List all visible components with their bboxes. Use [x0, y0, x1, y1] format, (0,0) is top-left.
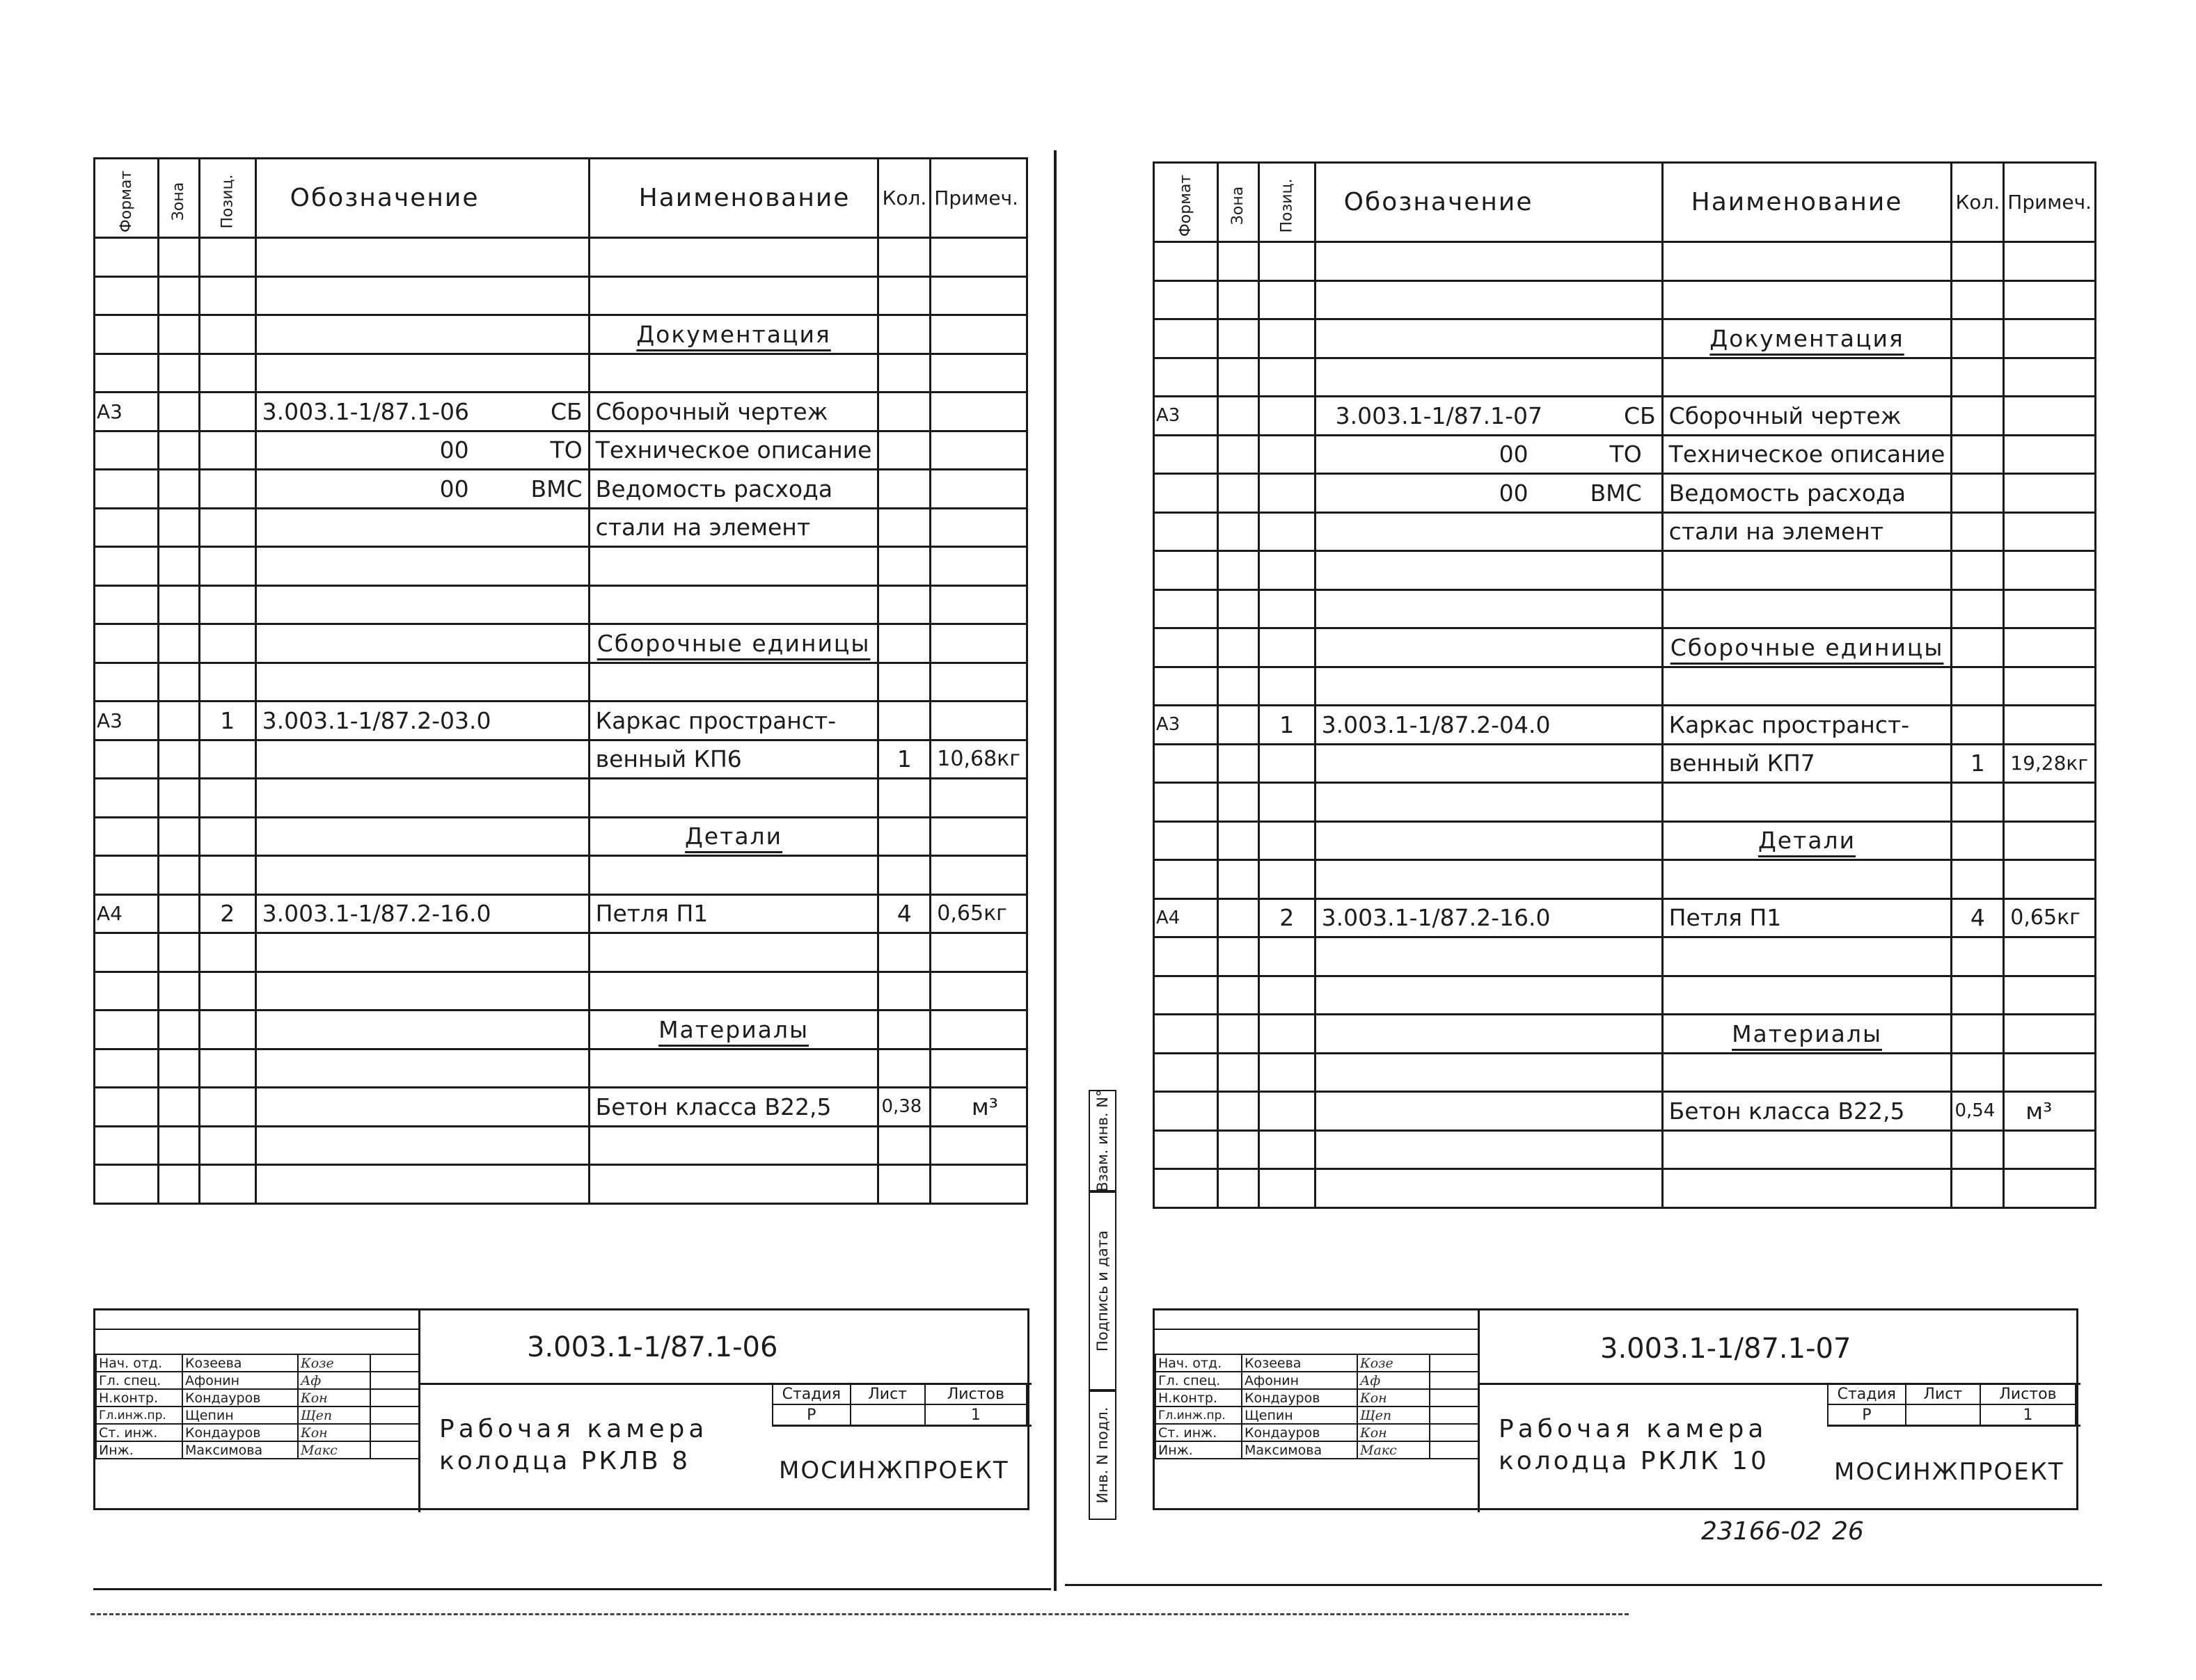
cell-name: венный КП7 — [1662, 744, 1952, 783]
table-row — [1154, 512, 2096, 551]
table-row — [1154, 358, 2096, 397]
table-row — [1154, 667, 2096, 706]
organization-name: МОСИНЖПРОЕКТ — [779, 1457, 1009, 1484]
signature-row: Нач. отд. Козеева Козе — [96, 1354, 419, 1372]
left-title-block — [93, 1308, 1029, 1510]
table-row — [95, 779, 1027, 818]
sheet-header: Лист — [1906, 1384, 1980, 1404]
cell-note: 19,28кг — [2004, 744, 2096, 783]
stamp-document-code: 3.003.1-1/87.1-06 — [527, 1331, 778, 1363]
cell-name: Бетон класса В22,5 — [1662, 1092, 1952, 1131]
table-row — [95, 702, 1027, 740]
table-row — [95, 547, 1027, 586]
cell-designation: 3.003.1-1/87.2-16.0 — [1315, 898, 1662, 937]
cell-format: А3 — [95, 702, 159, 740]
cell-format: А3 — [1154, 706, 1218, 745]
section-details: Детали — [589, 817, 878, 856]
stamp-title-line2: колодца РКЛК 10 — [1499, 1447, 1769, 1475]
table-row — [1154, 551, 2096, 590]
header-zone: Зона — [159, 159, 199, 238]
table-row — [1154, 706, 2096, 745]
table-row — [95, 624, 1027, 663]
cell-designation: 00 ТО — [1315, 435, 1662, 474]
cell-name: Ведомость расхода — [1662, 474, 1952, 513]
table-row — [1154, 783, 2096, 822]
table-row — [95, 1088, 1027, 1127]
table-row — [95, 315, 1027, 354]
table-row — [95, 1049, 1027, 1088]
stage-value: Р — [773, 1404, 851, 1425]
signature-row: Н.контр. Кондауров Кон — [1155, 1389, 1478, 1406]
table-row — [95, 1165, 1027, 1204]
cell-name: Петля П1 — [589, 894, 878, 933]
header-note: Примеч. — [2004, 163, 2096, 242]
cell-format: А3 — [95, 393, 159, 431]
table-row — [95, 933, 1027, 972]
signature-mark: Аф — [298, 1372, 370, 1389]
signature-table — [95, 1354, 420, 1459]
table-row — [1154, 937, 2096, 976]
table-row — [95, 470, 1027, 509]
table-row — [95, 817, 1027, 856]
table-row — [95, 1011, 1027, 1049]
cell-name: Каркас пространст- — [589, 702, 878, 740]
cell-designation: 00 ТО — [255, 431, 589, 470]
cell-designation: 3.003.1-1/87.2-03.0 — [255, 702, 589, 740]
cell-designation: 3.003.1-1/87.2-16.0 — [255, 894, 589, 933]
table-row — [1154, 976, 2096, 1015]
cell-qty: 0,54 — [1952, 1092, 2004, 1131]
signature-mark: Кон — [1357, 1389, 1430, 1406]
cell-designation: 3.003.1-1/87.1-06 СБ — [255, 393, 589, 431]
bottom-rule-right — [1065, 1584, 2102, 1586]
table-row — [95, 354, 1027, 393]
side-label-replacement: Взам. инв. N° — [1089, 1090, 1116, 1191]
table-row — [1154, 898, 2096, 937]
table-row — [1154, 1169, 2096, 1208]
stamp-title-line1: Рабочая камера — [439, 1415, 709, 1443]
cell-name: Петля П1 — [1662, 898, 1952, 937]
cell-qty: 0,38 — [878, 1088, 931, 1127]
right-spec-table — [1153, 161, 2096, 1209]
cell-designation: 00 ВМС — [1315, 474, 1662, 513]
stamp-title-line1: Рабочая камера — [1499, 1415, 1768, 1443]
signature-row: Нач. отд. Козеева Козе — [1155, 1354, 1478, 1372]
signature-mark: Аф — [1357, 1372, 1430, 1389]
cell-name: Каркас пространст- — [1662, 706, 1952, 745]
signature-mark: Макс — [1357, 1441, 1430, 1459]
page-number: 26 — [1832, 1517, 1864, 1546]
sheets-header: Листов — [925, 1384, 1027, 1404]
signature-row: Гл. спец. Афонин Аф — [1155, 1372, 1478, 1389]
table-row — [95, 585, 1027, 624]
cell-name: Сборочный чертеж — [589, 393, 878, 431]
cell-note: 0,65кг — [2004, 898, 2096, 937]
sheets-value: 1 — [925, 1404, 1027, 1425]
header-qty: Кол. — [878, 159, 931, 238]
sheet-divider — [1054, 150, 1057, 1591]
side-label-inventory: Инв. N подл. — [1089, 1390, 1116, 1520]
cell-designation: 00 ВМС — [255, 470, 589, 509]
signature-row: Инж. Максимова Макс — [96, 1441, 419, 1459]
header-designation: Обозначение — [255, 159, 589, 238]
archive-number: 23166-02 — [1701, 1517, 1822, 1546]
signature-table — [1155, 1354, 1479, 1459]
section-assembly-units: Сборочные единицы — [589, 624, 878, 663]
cell-name: Бетон класса В22,5 — [589, 1088, 878, 1127]
signature-mark: Козе — [298, 1354, 370, 1372]
table-row — [1154, 242, 2096, 281]
table-row — [1154, 319, 2096, 358]
cell-position: 2 — [1258, 898, 1315, 937]
cell-name: венный КП6 — [589, 740, 878, 779]
signature-row: Гл. спец. Афонин Аф — [96, 1372, 419, 1389]
signature-row: Ст. инж. Кондауров Кон — [1155, 1424, 1478, 1441]
table-row — [1154, 397, 2096, 436]
stage-header: Стадия — [773, 1384, 851, 1404]
cell-position: 1 — [1258, 706, 1315, 745]
signature-row: Инж. Максимова Макс — [1155, 1441, 1478, 1459]
stamp-document-code: 3.003.1-1/87.1-07 — [1600, 1333, 1851, 1365]
cell-qty: 4 — [878, 894, 931, 933]
table-row — [1154, 1130, 2096, 1169]
cell-designation: 3.003.1-1/87.2-04.0 — [1315, 706, 1662, 745]
table-row — [1154, 1015, 2096, 1054]
signature-row: Н.контр. Кондауров Кон — [96, 1389, 419, 1406]
table-row — [95, 972, 1027, 1011]
stage-header: Стадия — [1828, 1384, 1906, 1404]
stage-table — [772, 1383, 1027, 1426]
header-format: Формат — [95, 159, 159, 238]
section-materials: Материалы — [1662, 1015, 1952, 1054]
header-qty: Кол. — [1952, 163, 2004, 242]
cell-format: А4 — [1154, 898, 1218, 937]
table-row — [1154, 860, 2096, 899]
table-row — [1154, 474, 2096, 513]
table-row — [1154, 435, 2096, 474]
header-position: Позиц. — [199, 159, 255, 238]
table-row — [1154, 1053, 2096, 1092]
cell-name: стали на элемент — [589, 508, 878, 547]
table-row — [1154, 589, 2096, 628]
cut-line — [90, 1613, 1629, 1615]
table-row — [1154, 821, 2096, 860]
signature-mark: Щеп — [1357, 1406, 1430, 1424]
table-row — [95, 663, 1027, 702]
sheet-header: Лист — [851, 1384, 925, 1404]
table-row — [95, 856, 1027, 895]
signature-mark: Макс — [298, 1441, 370, 1459]
section-assembly-units: Сборочные единицы — [1662, 628, 1952, 667]
cell-name: стали на элемент — [1662, 512, 1952, 551]
header-name: Наименование — [1662, 163, 1952, 242]
table-header-row — [95, 159, 1027, 238]
signature-mark: Кон — [298, 1389, 370, 1406]
signature-mark: Кон — [298, 1424, 370, 1441]
table-row — [95, 276, 1027, 315]
signature-mark: Щеп — [298, 1406, 370, 1424]
header-designation: Обозначение — [1315, 163, 1662, 242]
table-row — [1154, 628, 2096, 667]
table-row — [1154, 280, 2096, 319]
right-title-block — [1153, 1308, 2078, 1510]
sheets-header: Листов — [1980, 1384, 2076, 1404]
bottom-rule-left — [93, 1588, 1051, 1590]
cell-name: Техническое описание — [589, 431, 878, 470]
signature-mark: Козе — [1357, 1354, 1430, 1372]
header-name: Наименование — [589, 159, 878, 238]
side-label-signature-date: Подпись и дата — [1089, 1191, 1116, 1390]
header-position: Позиц. — [1258, 163, 1315, 242]
left-spec-table — [93, 157, 1028, 1205]
section-materials: Материалы — [589, 1011, 878, 1049]
table-row — [95, 431, 1027, 470]
cell-note: м³ — [931, 1088, 1027, 1127]
cell-note: 0,65кг — [931, 894, 1027, 933]
cell-qty: 4 — [1952, 898, 2004, 937]
header-zone: Зона — [1218, 163, 1258, 242]
cell-name: Ведомость расхода — [589, 470, 878, 509]
cell-format: А4 — [95, 894, 159, 933]
header-note: Примеч. — [931, 159, 1027, 238]
table-row — [95, 740, 1027, 779]
signature-row: Ст. инж. Кондауров Кон — [96, 1424, 419, 1441]
stamp-title-line2: колодца РКЛВ 8 — [439, 1447, 691, 1475]
table-row — [95, 1126, 1027, 1165]
table-row — [95, 238, 1027, 277]
section-documentation: Документация — [589, 315, 878, 354]
signature-mark: Кон — [1357, 1424, 1430, 1441]
cell-name: Техническое описание — [1662, 435, 1952, 474]
cell-note: 10,68кг — [931, 740, 1027, 779]
table-row — [95, 393, 1027, 431]
cell-note: м³ — [2004, 1092, 2096, 1131]
organization-name: МОСИНЖПРОЕКТ — [1834, 1458, 2064, 1486]
cell-position: 1 — [199, 702, 255, 740]
signature-row: Гл.инж.пр. Щепин Щеп — [1155, 1406, 1478, 1424]
stage-value: Р — [1828, 1404, 1906, 1425]
table-row — [95, 508, 1027, 547]
header-format: Формат — [1154, 163, 1218, 242]
section-documentation: Документация — [1662, 319, 1952, 358]
table-row — [1154, 1092, 2096, 1131]
cell-name: Сборочный чертеж — [1662, 397, 1952, 436]
stage-table — [1827, 1383, 2076, 1426]
table-header-row — [1154, 163, 2096, 242]
sheets-value: 1 — [1980, 1404, 2076, 1425]
table-row — [1154, 744, 2096, 783]
cell-format: А3 — [1154, 397, 1218, 436]
cell-qty: 1 — [1952, 744, 2004, 783]
section-details: Детали — [1662, 821, 1952, 860]
signature-row: Гл.инж.пр. Щепин Щеп — [96, 1406, 419, 1424]
cell-qty: 1 — [878, 740, 931, 779]
cell-position: 2 — [199, 894, 255, 933]
table-row — [95, 894, 1027, 933]
cell-designation: 3.003.1-1/87.1-07 СБ — [1315, 397, 1662, 436]
